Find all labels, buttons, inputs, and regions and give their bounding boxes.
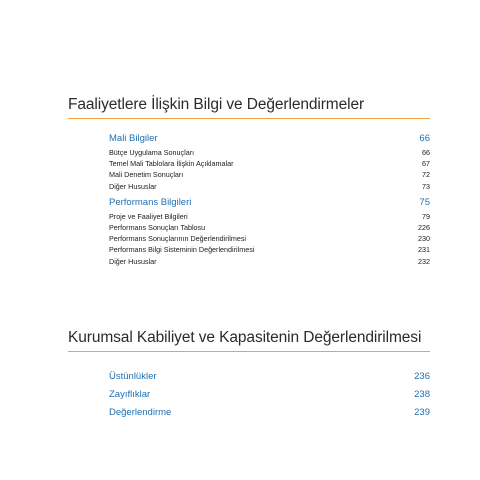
toc-entry-page: 239: [414, 407, 430, 418]
toc-heading-page: 66: [419, 133, 430, 144]
toc-entry-evaluation[interactable]: [109, 404, 430, 422]
toc-entry-strengths[interactable]: [109, 368, 430, 386]
toc-entry-page: 67: [422, 159, 430, 169]
toc-entry-label: Performans Sonuçlarının Değerlendirilmesi: [109, 234, 247, 244]
toc-entries: [109, 368, 430, 422]
toc-entry-page: 226: [418, 223, 430, 233]
toc-entry[interactable]: [109, 181, 430, 192]
toc-section-capability: [68, 329, 430, 422]
toc-entry-label: Performans Bilgi Sisteminin Değerlendirilmesi: [109, 245, 255, 255]
toc-entry[interactable]: [109, 147, 430, 158]
toc-entry[interactable]: [109, 244, 430, 255]
toc-entry-weaknesses[interactable]: [109, 386, 430, 404]
toc-entry-label: Proje ve Faaliyet Bilgileri: [109, 211, 188, 221]
toc-entry[interactable]: [109, 256, 430, 267]
toc-entries: [109, 133, 430, 267]
section-title: Kurumsal Kabiliyet ve Kapasitenin Değerlendirilmesi: [68, 329, 430, 352]
toc-entry-page: 66: [422, 148, 430, 157]
toc-heading-financial[interactable]: [109, 133, 430, 144]
section-title: Faaliyetlere İlişkin Bilgi ve Değerlendirmeler: [68, 96, 430, 119]
toc-section-activities: [68, 96, 430, 267]
toc-entry-label: Diğer Hususlar: [109, 256, 157, 266]
toc-entry-page: 238: [414, 389, 430, 400]
toc-entry-page: 230: [418, 234, 430, 244]
toc-entry-label: Değerlendirme: [109, 407, 172, 418]
toc-entry[interactable]: [109, 211, 430, 222]
toc-entry-label: Temel Mali Tablolara İlişkin Açıklamalar: [109, 159, 234, 169]
toc-group-performance: [109, 197, 430, 267]
toc-heading-label: Performans Bilgileri: [109, 196, 192, 208]
toc-entry-label: Bütçe Uygulama Sonuçları: [109, 148, 195, 157]
toc-entry-label: Performans Sonuçları Tablosu: [109, 223, 206, 233]
toc-entry-page: 72: [422, 170, 430, 180]
toc-entry-page: 79: [422, 211, 430, 221]
toc-entry[interactable]: [109, 222, 430, 233]
toc-heading-page: 75: [419, 196, 430, 208]
toc-entry-label: Üstünlükler: [109, 371, 157, 382]
toc-entry-label: Zayıflıklar: [109, 389, 151, 400]
toc-entry-page: 236: [414, 371, 430, 382]
toc-entry[interactable]: [109, 233, 430, 244]
toc-entry[interactable]: [109, 169, 430, 180]
toc-entry-label: Mali Denetim Sonuçları: [109, 170, 184, 180]
toc-entry-page: 231: [418, 245, 430, 255]
toc-group-financial: [109, 133, 430, 192]
toc-entry-page: 73: [422, 181, 430, 191]
toc-entry-label: Diğer Hususlar: [109, 181, 157, 191]
toc-entry[interactable]: [109, 158, 430, 169]
toc-heading-label: Mali Bilgiler: [109, 133, 158, 144]
toc-entry-page: 232: [418, 256, 430, 266]
toc-heading-performance[interactable]: [109, 197, 430, 208]
